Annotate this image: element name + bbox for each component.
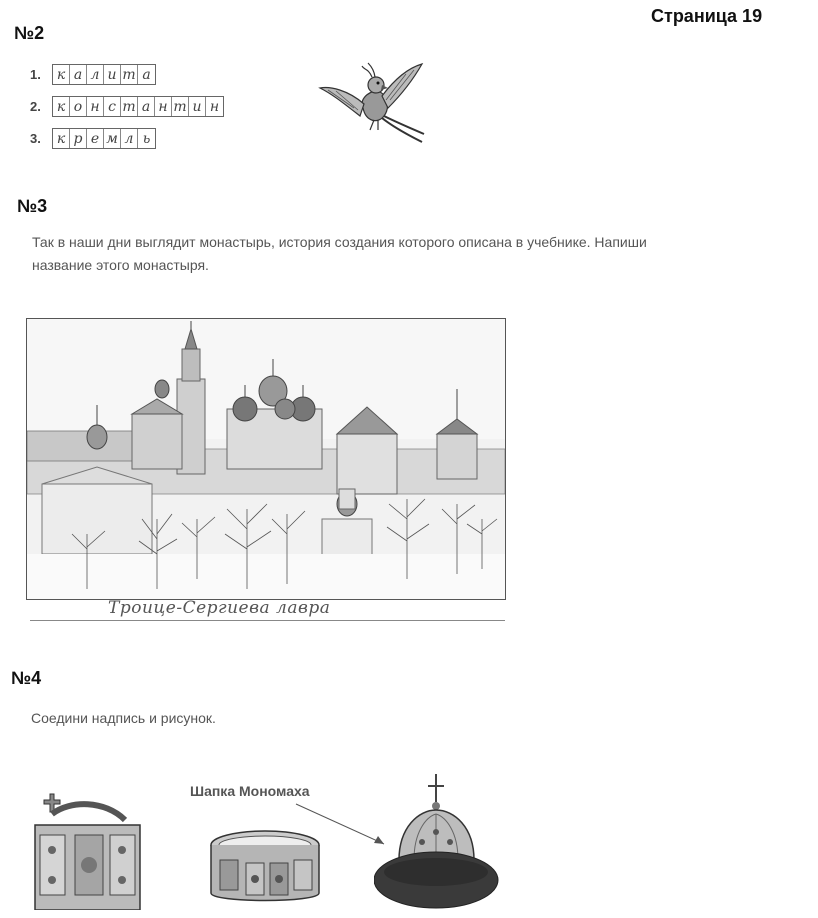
task4-heading: №4 xyxy=(11,668,42,688)
crossword-cell: с xyxy=(104,97,121,116)
task3-instructions xyxy=(32,231,647,277)
crossword-cell: ь xyxy=(142,130,151,147)
crossword-cell: р xyxy=(70,129,87,148)
bird-icon xyxy=(318,60,428,150)
page-number: Страница 19 xyxy=(651,6,763,26)
crossword-row xyxy=(30,128,156,149)
crossword-cells xyxy=(52,128,156,149)
crossword-cell: н xyxy=(209,98,220,115)
task4-instructions: Соедини надпись и рисунок. xyxy=(31,710,216,726)
task3-text-line2: название этого монастыря. xyxy=(32,257,209,273)
crossword-cell: л xyxy=(87,65,104,84)
task3-heading: №3 xyxy=(17,196,48,216)
crown-icon xyxy=(30,780,145,910)
crossword-cell: е xyxy=(87,129,104,148)
crossword-cell: а xyxy=(70,65,87,84)
answer-line xyxy=(30,620,505,621)
crossword-cell: т xyxy=(121,97,138,116)
crossword-cell: н xyxy=(155,97,172,116)
monastery-photo xyxy=(26,318,506,600)
crossword-cell: м xyxy=(104,129,121,148)
monomakh-cap-icon xyxy=(374,772,504,912)
monomakh-label: Шапка Мономаха xyxy=(190,783,310,799)
crossword-cells xyxy=(52,64,156,85)
task3-text-line1: Так в наши дни выглядит монастырь, история создания которого описана в учебнике. Напиши xyxy=(32,234,647,250)
bracelet-icon xyxy=(208,825,323,915)
crossword-cells xyxy=(52,96,224,117)
crossword-row xyxy=(30,96,224,117)
crossword-row-number: 1. xyxy=(30,67,41,82)
crossword-row-number: 2. xyxy=(30,99,41,114)
crossword-cell: к xyxy=(53,129,70,148)
crossword-cell: л xyxy=(121,129,138,148)
task2-heading: №2 xyxy=(14,23,45,43)
crossword-cell: к xyxy=(53,97,70,116)
crossword-row-number: 3. xyxy=(30,131,41,146)
crossword-cell: и xyxy=(189,97,206,116)
crossword-row xyxy=(30,64,156,85)
crossword-cell: и xyxy=(104,65,121,84)
answer-handwriting: Троице-Сергиева лавра xyxy=(108,598,331,618)
crossword-cell: н xyxy=(87,97,104,116)
crossword-cell: к xyxy=(53,65,70,84)
crossword-cell: т xyxy=(172,97,189,116)
crossword-cell: т xyxy=(121,65,138,84)
crossword-cell: о xyxy=(70,97,87,116)
crossword-cell: а xyxy=(142,66,151,83)
crossword-cell: а xyxy=(138,97,155,116)
